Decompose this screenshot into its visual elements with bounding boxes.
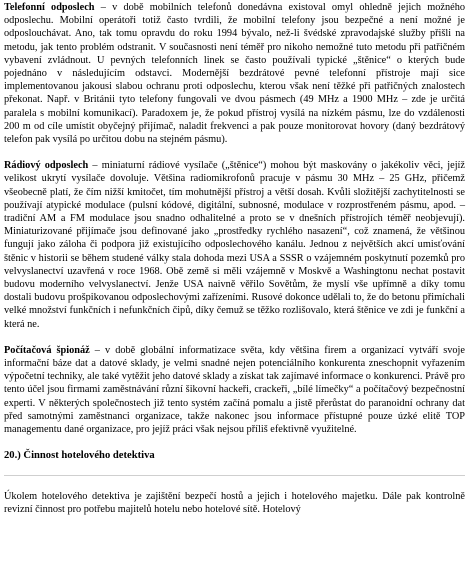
paragraph-spacer — [4, 331, 465, 344]
text-telephone-interception: – v době mobilních telefonů donedávna existoval omyl ohledně jejich možného odposlechu. Mobilní operátoři totiž často tvrdili, že mobilní telefony jsou bezpečné a není možné je odposlouchávat. Ano, tak tomu opravdu do roku 1994 bývalo, než-li švédské zpravodajské služby přišli na metodu, jak tento problém odstranit. V současnosti není téměř pro nikoho nemožné tuto metodu při patřičném vybavení zvládnout. U pevných telefonních linek se často používali typické „štěnice“ o kterých bude pojednáno v následujícím odstavci. Modernější bezdrátové pevné telefonní přístroje mají sice implementovanou jakousi slabou ochranu proti odposlechu, kterou však není těžké při patřičných znalostech překonat. Např. v Británii tyto telefony fungovali ve dvou pásmech (49 MHz a 1900 MHz – zde je určitá paralela s mobilní komunikací). Paradoxem je, že pokud přístroj vysílá na nízkém pásmu, lze do vzdálenosti 200 m od cíle umístit obyčejný přijímač, naladit frekvenci a pak pouze monitorovat hovory (daný bezdrátový telefon pak vysílá po určitou dobu na stejném pásmu). — [4, 2, 465, 146]
paragraph-hotel-detective: Úkolem hotelového detektiva je zajištění bezpečí hostů a jejich i hotelového majetku. Dále pak kontrolně revizní činnost pro potřebu majitelů hotelu nebo hotelové sítě. Hotelový — [4, 490, 465, 515]
text-computer-espionage: – v době globální informatizace světa, kdy většina firem a organizací vytváří svoje informační báze dat a datové sklady, je velmi snadné nejen potenciálního konkurenta zneschopnit vyřazením výpočetní techniky, ale také vytěžit jeho datové sklady a získat tak zajímavé informace o konkurenci. Právě pro tento účel jsou firmami zaměstnávání různí šikovní hackeři, crackeři, „bílé límečky“ a počítačový bezpečnostní experti. V některých společnostech již tento systém začíná pomalu a jistě přerůstat do paranoidní ochrany dat před samotnými zaměstnanci organizace, takže nakonec jsou informace přístupné pouze úzké elitě TOP managementu dané organizace, pro jejíž práci však nejsou příliš efektivně využitelné. — [4, 344, 465, 436]
term-computer-espionage: Počítačová špionáž — [4, 344, 90, 356]
paragraph-spacer — [4, 436, 465, 449]
paragraph-spacer — [4, 146, 465, 159]
text-radio-interception: – miniaturní rádiové vysílače („štěnice“) mohou být maskovány o jakékoliv věci, jejíž velikost ukrytí vysílače dovoluje. Většina radiomikrofonů pracuje v pásmu 30 MHz – 25 GHz, přičemž všeobecně platí, že čím nižší kmitočet, tím mohutnější přístroj a větší dosah. Kvůli složitější zachytitelnosti se používají atypické modulace (pulsní kódové, digitální, subnosné, modulace v rozprostřeném pásmu, apod. – tradiční AM a FM modulace jsou snadno odhalitelné a proto se v dnešních přístrojích téměř neobjevují). Miniaturizované přijímače jsou definované jako „prostředky rychlého nasazení“, což znamená, že většinou fungují jako záloha či podpora již existujícího odposlechového kanálu. Jednou z největších akcí umisťování štěnic v historii se během studené války stala dohoda mezi USA a SSSR o vzájemném poskytnutí pozemků pro velvyslanectví uzavřená v roce 1968. Obě země si měli vzájemně v Moskvě a Washingtonu nechat postavit budovu moderního velvyslanectví. Jenže USA naivně věřilo Sovětům, že myslí vše upřímně a díky tomu dostali budovu prošpikovanou odposlechovými zařízeními. Rusové dokonce udělali to, že do betonu přimíchali velké množství funkčních i nefunkčních čipů, díky čemuž se těžko rozlišovalo, která štěnice ve zdi je funkční a která ne. — [4, 160, 465, 330]
section-divider — [4, 475, 465, 476]
paragraph-computer-espionage — [4, 344, 465, 436]
paragraph-telephone-interception — [4, 1, 465, 146]
paragraph-radio-interception — [4, 159, 465, 331]
term-radio-interception: Rádiový odposlech — [4, 160, 89, 172]
section-heading: 20.) Činnost hotelového detektiva — [4, 450, 155, 462]
term-telephone-interception: Telefonní odposlech — [4, 2, 95, 13]
